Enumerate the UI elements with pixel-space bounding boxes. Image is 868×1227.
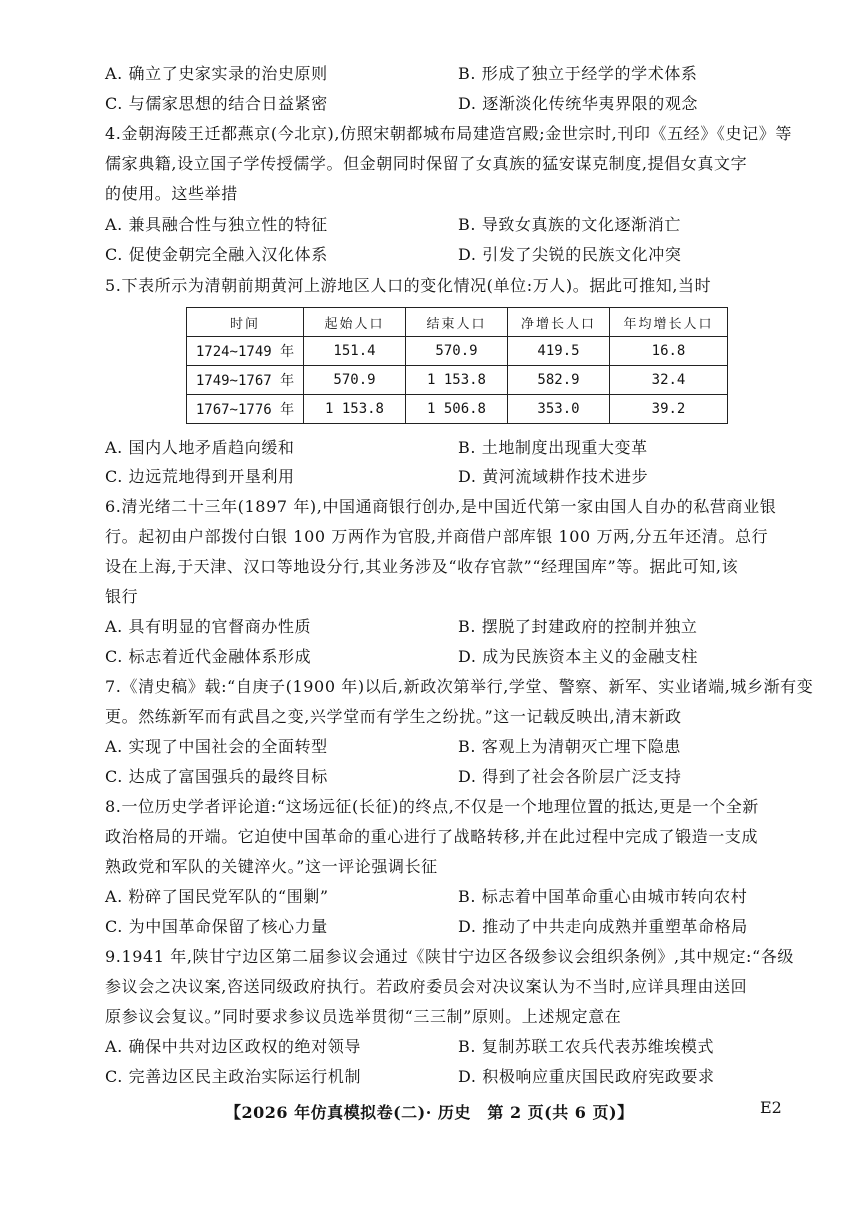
table-cell: 1 506.8 bbox=[406, 395, 508, 424]
q5-option-a: A. 国内人地矛盾趋向缓和 bbox=[105, 438, 295, 457]
q6-stem-line-3: 设在上海,于天津、汉口等地设分行,其业务涉及“收存官款”“经理国库”等。据此可知,该 bbox=[105, 557, 739, 576]
table-header-row bbox=[187, 308, 728, 337]
q8-option-b: B. 标志着中国革命重心由城市转向农村 bbox=[458, 887, 748, 906]
table-row bbox=[187, 337, 728, 366]
q6-option-d: D. 成为民族资本主义的金融支柱 bbox=[458, 647, 699, 666]
q9-stem-line-3: 原参议会复议。”同时要求参议员选举贯彻“三三制”原则。上述规定意在 bbox=[105, 1007, 622, 1026]
q9-option-b: B. 复制苏联工农兵代表苏维埃模式 bbox=[458, 1037, 715, 1056]
table-cell: 1 153.8 bbox=[406, 366, 508, 395]
q4-stem-line-1: 4.金朝海陵王迁都燕京(今北京),仿照宋朝都城布局建造宫殿;金世宗时,刊印《五经》《史记》等 bbox=[105, 124, 792, 143]
q5-option-b: B. 土地制度出现重大变革 bbox=[458, 438, 648, 457]
q4-option-b: B. 导致女真族的文化逐渐消亡 bbox=[458, 215, 681, 234]
q7-option-c: C. 达成了富国强兵的最终目标 bbox=[105, 767, 328, 786]
q4-option-c: C. 促使金朝完全融入汉化体系 bbox=[105, 245, 328, 264]
table-cell: 151.4 bbox=[304, 337, 406, 366]
table-cell: 32.4 bbox=[610, 366, 728, 395]
q6-option-b: B. 摆脱了封建政府的控制并独立 bbox=[458, 617, 698, 636]
table-cell: 570.9 bbox=[304, 366, 406, 395]
q7-stem-line-2: 更。然练新军而有武昌之变,兴学堂而有学生之纷扰。”这一记载反映出,清末新政 bbox=[105, 707, 682, 726]
q3-option-b: B. 形成了独立于经学的学术体系 bbox=[458, 64, 698, 83]
table-row bbox=[187, 366, 728, 395]
q7-option-b: B. 客观上为清朝灭亡埋下隐患 bbox=[458, 737, 681, 756]
header-start-population: 起始人口 bbox=[304, 308, 406, 337]
table-cell: 1 153.8 bbox=[304, 395, 406, 424]
q8-option-d: D. 推动了中共走向成熟并重塑革命格局 bbox=[458, 917, 748, 936]
q6-stem-line-2: 行。起初由户部拨付白银 100 万两作为官股,并商借户部库银 100 万两,分五年还清。总行 bbox=[105, 527, 769, 546]
header-end-population: 结束人口 bbox=[406, 308, 508, 337]
q8-option-a: A. 粉碎了国民党军队的“围剿” bbox=[105, 887, 329, 906]
table-cell: 16.8 bbox=[610, 337, 728, 366]
q3-option-a: A. 确立了史家实录的治史原则 bbox=[105, 64, 328, 83]
page-footer: 【2026 年仿真模拟卷(二)· 历史 第 2 页(共 6 页)】 bbox=[225, 1103, 634, 1122]
q8-stem-line-3: 熟政党和军队的关键淬火。”这一评论强调长征 bbox=[105, 857, 438, 876]
table-cell: 1749~1767 年 bbox=[187, 366, 304, 395]
table-cell: 570.9 bbox=[406, 337, 508, 366]
q5-option-d: D. 黄河流域耕作技术进步 bbox=[458, 467, 649, 486]
table-cell: 582.9 bbox=[508, 366, 610, 395]
q3-option-c: C. 与儒家思想的结合日益紧密 bbox=[105, 94, 328, 113]
table-cell: 419.5 bbox=[508, 337, 610, 366]
q9-stem-line-2: 参议会之决议案,咨送同级政府执行。若政府委员会对决议案认为不当时,应详具理由送回 bbox=[105, 977, 748, 996]
q6-stem-line-1: 6.清光绪二十三年(1897 年),中国通商银行创办,是中国近代第一家由国人自办的私营商业银 bbox=[105, 497, 777, 516]
q7-option-a: A. 实现了中国社会的全面转型 bbox=[105, 737, 328, 756]
header-period: 时间 bbox=[187, 308, 304, 337]
q9-option-d: D. 积极响应重庆国民政府宪政要求 bbox=[458, 1067, 715, 1086]
q3-option-d: D. 逐渐淡化传统华夷界限的观念 bbox=[458, 94, 699, 113]
table-row bbox=[187, 395, 728, 424]
q9-option-c: C. 完善边区民主政治实际运行机制 bbox=[105, 1067, 362, 1086]
q9-stem-line-1: 9.1941 年,陕甘宁边区第二届参议会通过《陕甘宁边区各级参议会组织条例》,其中规定:“各级 bbox=[105, 947, 795, 966]
q4-stem-line-2: 儒家典籍,设立国子学传授儒学。但金朝同时保留了女真族的猛安谋克制度,提倡女真文字 bbox=[105, 154, 748, 173]
q7-stem-line-1: 7.《清史稿》载:“自庚子(1900 年)以后,新政次第举行,学堂、警察、新军、实业诸端,城乡渐有变 bbox=[105, 677, 814, 696]
q5-stem: 5.下表所示为清朝前期黄河上游地区人口的变化情况(单位:万人)。据此可推知,当时 bbox=[105, 276, 712, 295]
table-cell: 1767~1776 年 bbox=[187, 395, 304, 424]
q7-option-d: D. 得到了社会各阶层广泛支持 bbox=[458, 767, 682, 786]
header-annual-growth: 年均增长人口 bbox=[610, 308, 728, 337]
q4-option-a: A. 兼具融合性与独立性的特征 bbox=[105, 215, 328, 234]
q6-option-c: C. 标志着近代金融体系形成 bbox=[105, 647, 312, 666]
q5-option-c: C. 边远荒地得到开垦利用 bbox=[105, 467, 295, 486]
table-cell: 39.2 bbox=[610, 395, 728, 424]
q8-stem-line-1: 8.一位历史学者评论道:“这场远征(长征)的终点,不仅是一个地理位置的抵达,更是一个全新 bbox=[105, 797, 759, 816]
q6-stem-line-4: 银行 bbox=[105, 587, 139, 606]
q4-stem-line-3: 的使用。这些举措 bbox=[105, 184, 238, 203]
header-net-growth: 净增长人口 bbox=[508, 308, 610, 337]
q8-option-c: C. 为中国革命保留了核心力量 bbox=[105, 917, 328, 936]
q9-option-a: A. 确保中共对边区政权的绝对领导 bbox=[105, 1037, 361, 1056]
population-table bbox=[186, 307, 728, 424]
q6-option-a: A. 具有明显的官督商办性质 bbox=[105, 617, 312, 636]
paper-code: E2 bbox=[760, 1098, 782, 1117]
table-cell: 1724~1749 年 bbox=[187, 337, 304, 366]
q4-option-d: D. 引发了尖锐的民族文化冲突 bbox=[458, 245, 682, 264]
table-cell: 353.0 bbox=[508, 395, 610, 424]
q8-stem-line-2: 政治格局的开端。它迫使中国革命的重心进行了战略转移,并在此过程中完成了锻造一支成 bbox=[105, 827, 759, 846]
